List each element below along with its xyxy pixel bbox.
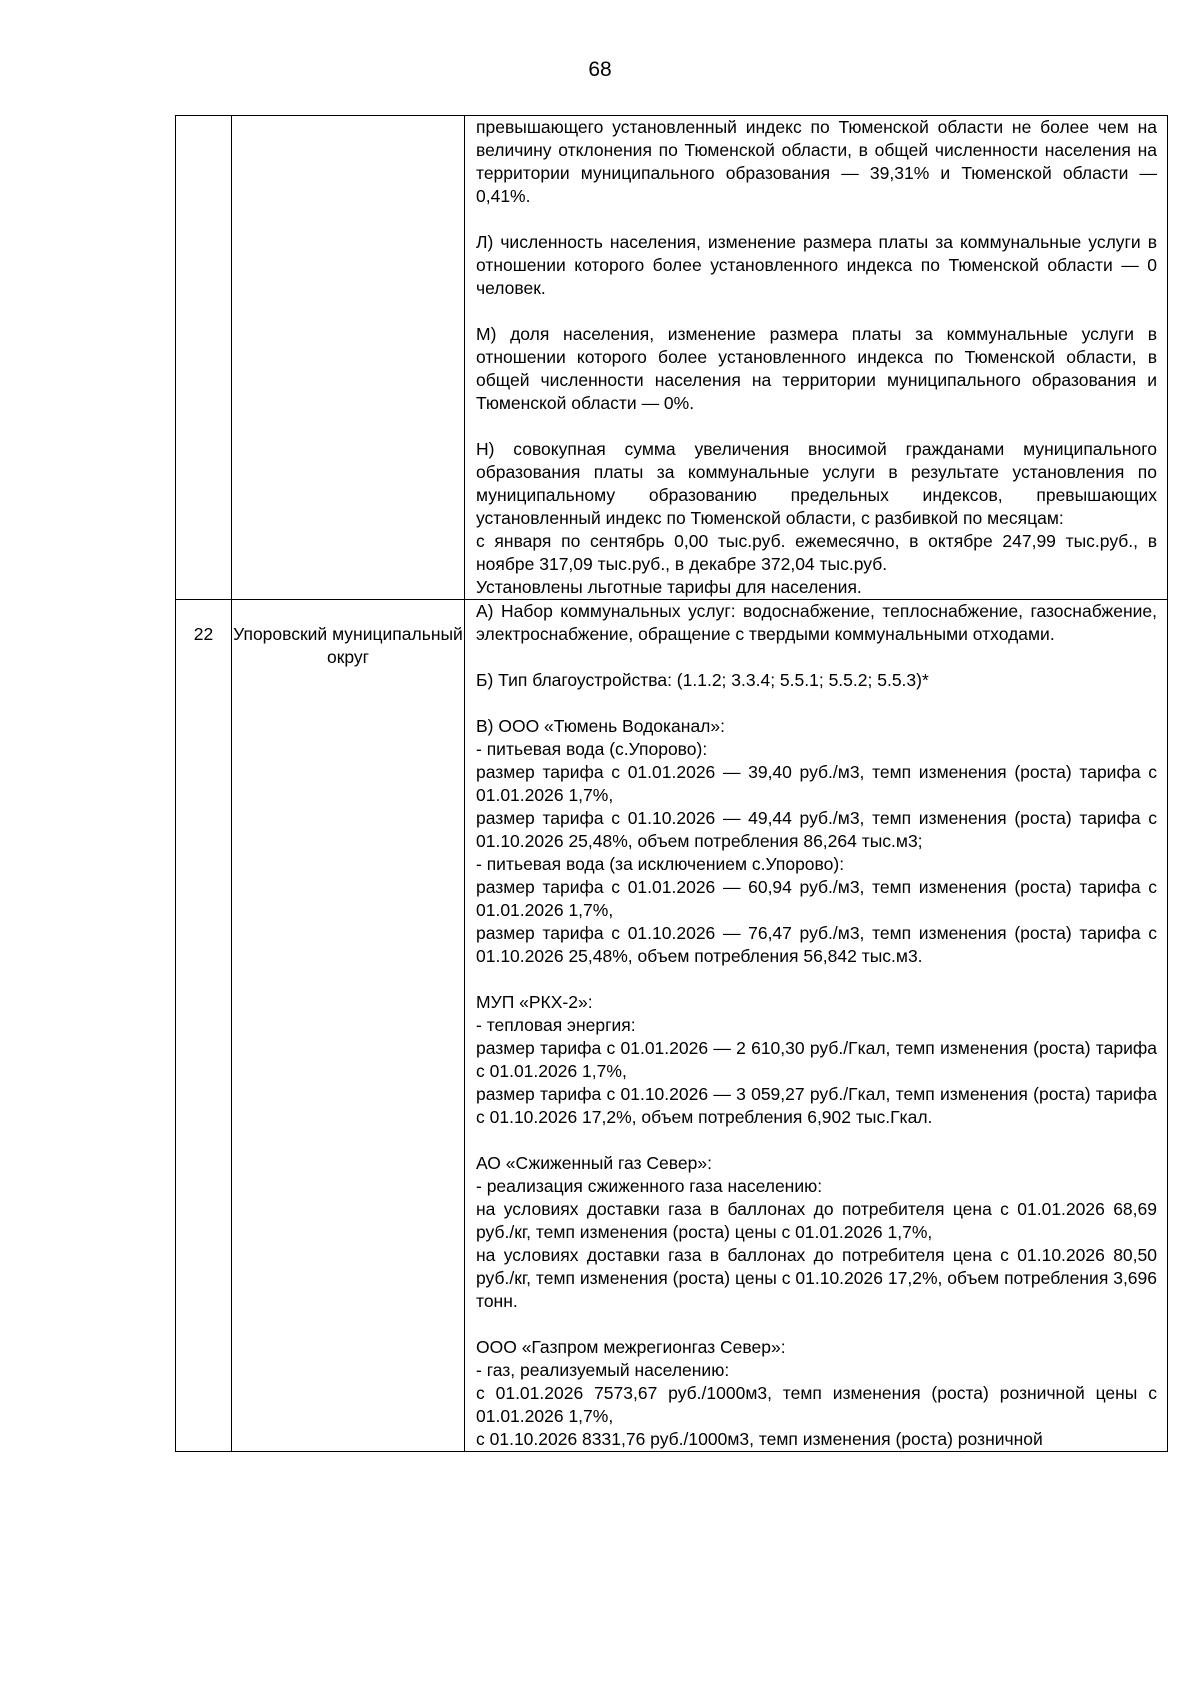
municipality-cell (232, 116, 465, 600)
paragraph (476, 438, 1157, 599)
text-line: с 01.01.2026 7573,67 руб./1000м3, темп изменения (роста) розничной цены с 01.01.2026 1,7%, (476, 1383, 1157, 1426)
details-cell (465, 116, 1168, 600)
text-line: - газ, реализуемый населению: (476, 1360, 730, 1380)
text-line: В) ООО «Тюмень Водоканал»: (476, 716, 725, 736)
paragraph (476, 715, 1157, 968)
text-line: размер тарифа с 01.01.2026 — 60,94 руб./м3, темп изменения (роста) тарифа с 01.01.2026 1,7%, (476, 877, 1157, 920)
text-line: на условиях доставки газа в баллонах до потребителя цена с 01.10.2026 80,50 руб./кг, темп изменения (роста) цены с 01.10.2026 17,2%, объем потребления 3,696 тонн. (476, 1245, 1157, 1311)
paragraph (476, 1152, 1157, 1313)
text-line: - питьевая вода (с.Упорово): (476, 739, 708, 759)
paragraph (476, 669, 1157, 692)
table-row (176, 116, 1168, 600)
text-line: - питьевая вода (за исключением с.Упорово): (476, 854, 845, 874)
text-line: ООО «Газпром межрегионгаз Север»: (476, 1337, 786, 1357)
text-line: М) доля населения, изменение размера платы за коммунальные услуги в отношении которого более установленного индекса по Тюменской области, в общей численности населения на территории муниципального образования и Тюменской области — 0%. (476, 324, 1157, 413)
tariff-table (175, 115, 1168, 1452)
text-line: А) Набор коммунальных услуг: водоснабжение, теплоснабжение, газоснабжение, электроснабжение, обращение с твердыми коммунальными отходами. (476, 601, 1157, 644)
paragraph (476, 991, 1157, 1129)
paragraph (476, 600, 1157, 646)
text-line: превышающего установленный индекс по Тюменской области не более чем на величину отклонения по Тюменской области, в общей численности населения на территории муниципального образования — 39,31% и Тюменской области — 0,41%. (476, 117, 1157, 206)
text-line: АО «Сжиженный газ Север»: (476, 1153, 712, 1173)
text-line: размер тарифа с 01.10.2026 — 3 059,27 руб./Гкал, темп изменения (роста) тарифа с 01.10.2026 17,2%, объем потребления 6,902 тыс.Гкал. (476, 1084, 1157, 1127)
text-line: Б) Тип благоустройства: (1.1.2; 3.3.4; 5.5.1; 5.5.2; 5.5.3)* (476, 670, 929, 690)
text-line: размер тарифа с 01.01.2026 — 2 610,30 руб./Гкал, темп изменения (роста) тарифа с 01.01.2026 1,7%, (476, 1038, 1157, 1081)
table-row (176, 600, 1168, 1452)
paragraph (476, 116, 1157, 208)
text-line: с января по сентябрь 0,00 тыс.руб. ежемесячно, в октябре 247,99 тыс.руб., в ноябре 317,09 тыс.руб., в декабре 372,04 тыс.руб. (476, 531, 1157, 574)
municipality-cell: Упоровский муниципальный округ (232, 600, 465, 1452)
text-line: размер тарифа с 01.10.2026 — 76,47 руб./м3, темп изменения (роста) тарифа с 01.10.2026 25,48%, объем потребления 56,842 тыс.м3. (476, 923, 1157, 966)
text-line: - тепловая энергия: (476, 1015, 636, 1035)
paragraph (476, 231, 1157, 300)
text-line: - реализация сжиженного газа населению: (476, 1176, 823, 1196)
text-line: МУП «РКХ-2»: (476, 992, 593, 1012)
text-line: размер тарифа с 01.10.2026 — 49,44 руб./м3, темп изменения (роста) тарифа с 01.10.2026 25,48%, объем потребления 86,264 тыс.м3; (476, 808, 1157, 851)
text-line: с 01.10.2026 8331,76 руб./1000м3, темп изменения (роста) розничной (476, 1429, 1043, 1449)
details-cell (465, 600, 1168, 1452)
text-line: Л) численность населения, изменение размера платы за коммунальные услуги в отношении которого более установленного индекса по Тюменской области — 0 человек. (476, 232, 1157, 298)
paragraph (476, 323, 1157, 415)
row-number-cell (176, 116, 232, 600)
row-number-cell: 22 (176, 600, 232, 1452)
page-number: 68 (588, 58, 612, 81)
paragraph (476, 1336, 1157, 1451)
text-line: размер тарифа с 01.01.2026 — 39,40 руб./м3, темп изменения (роста) тарифа с 01.01.2026 1,7%, (476, 762, 1157, 805)
text-line: Установлены льготные тарифы для населения. (476, 577, 862, 597)
text-line: на условиях доставки газа в баллонах до потребителя цена с 01.01.2026 68,69 руб./кг, темп изменения (роста) цены с 01.01.2026 1,7%, (476, 1199, 1157, 1242)
text-line: Н) совокупная сумма увеличения вносимой гражданами муниципального образования платы за коммунальные услуги в результате установления по муниципальному образованию предельных индексов, превышающих установленный индекс по Тюменской области, с разбивкой по месяцам: (476, 439, 1157, 528)
